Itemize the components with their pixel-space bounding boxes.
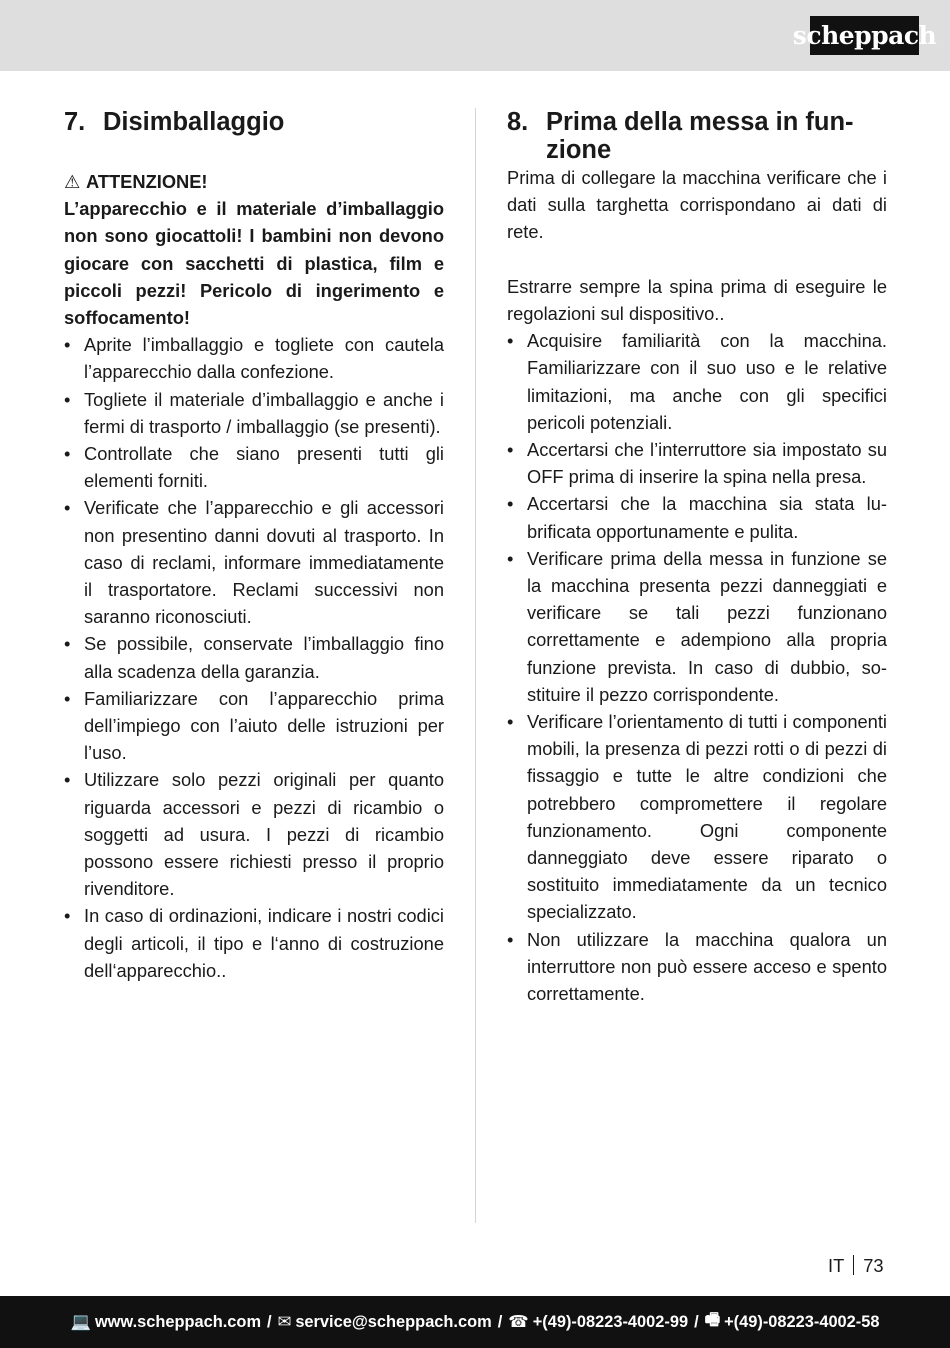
intro-paragraph: Prima di collegare la macchina verificare che i dati sulla targhetta corrispondano ai dati di rete.	[507, 167, 887, 243]
warning-block	[64, 168, 444, 331]
list-item: • Acquisire familiarità con la macchina. Familiarizzare con il suo uso e le relative limitazioni, ma anche con gli specifici pericoli potenziali.	[507, 330, 887, 433]
separator: /	[267, 1312, 272, 1331]
warning-text: L’apparecchio e il materiale d’imballaggio non sono giocattoli! I bambini non devono giocare con sacchetti di plastica, film e piccoli pezzi! Pericolo di ingerimento e soffocamento!	[64, 198, 444, 329]
list-item: • Accertarsi che l’interruttore sia impostato su OFF prima di inserire la spina nella presa.	[507, 439, 887, 488]
page-number-value: 73	[863, 1255, 884, 1276]
section-heading	[64, 108, 444, 136]
intro-paragraph: Estrarre sempre la spina prima di eseguire le regolazioni sul dispositivo..	[507, 275, 887, 324]
mail-icon: ✉	[277, 1313, 292, 1331]
list-item: • Verificate che l’apparecchio e gli accessori non presentino danni dovuti al trasporto. In caso di reclami, informare immediatamente il trasportatore. Reclami successivi non saranno riconosciuti.	[64, 497, 444, 628]
section-title: Prima della messa in funzione	[546, 108, 854, 164]
list-item: • Verificare prima della messa in funzione se la macchina presenta pezzi danneggiati e verificare se tali pezzi funzionano correttamente e adempiono alla propria funzione prevista. In caso di dubbio, sostituire il pezzo corrispondente.	[507, 547, 887, 705]
column-divider	[475, 108, 476, 1223]
fax-number: +(49)-08223-4002-58	[724, 1312, 880, 1331]
list-item: • Verificare l’orientamento di tutti i componenti mobili, la presenza di pezzi rotti o di pezzi di fissaggio e tutte le altre condizioni che potrebbero compromettere il regolare funzionamento. Ogni componente danneggiato deve essere riparato o sostituito immediatamente da un tecnico specializzato.	[507, 711, 887, 923]
list-item: • Controllate che siano presenti tutti gli elementi forniti.	[64, 443, 444, 492]
section-unpacking	[64, 108, 444, 984]
email-link[interactable]: service@scheppach.com	[295, 1312, 492, 1331]
page-number	[828, 1255, 884, 1277]
section-heading	[507, 108, 887, 164]
list-item: • Non utilizzare la macchina qualora un interruttore non può essere acceso e spento correttamente.	[507, 928, 887, 1005]
website-link[interactable]: www.scheppach.com	[94, 1312, 262, 1331]
computer-icon: 💻	[70, 1312, 91, 1331]
language-code: IT	[828, 1255, 845, 1276]
unpacking-list	[64, 331, 444, 984]
phone-number[interactable]: +(49)-08223-4002-99	[532, 1312, 689, 1331]
section-number: 8.	[507, 108, 529, 136]
phone-icon: ☎	[508, 1313, 529, 1331]
warning-triangle-icon: ⚠	[64, 171, 81, 192]
footer-contact-bar	[0, 1296, 950, 1348]
list-item: • Togliete il materiale d’imballaggio e anche i fermi di trasporto / imballaggio (se presenti).	[64, 388, 444, 437]
section-title: Disimballaggio	[103, 108, 285, 136]
fax-icon: 🖷	[704, 1311, 721, 1329]
separator: /	[497, 1312, 503, 1331]
list-item: • In caso di ordinazioni, indicare i nostri codici degli articoli, il tipo e l‘anno di costruzione dell‘apparecchio..	[64, 905, 444, 981]
list-item: • Familiarizzare con l’apparecchio prima dell’impiego con l’aiuto delle istruzioni per l’uso.	[64, 687, 444, 764]
section-number: 7.	[64, 108, 86, 136]
list-item: • Accertarsi che la macchina sia stata lubrificata opportunamente e pulita.	[507, 493, 887, 542]
separator: /	[694, 1312, 699, 1331]
warning-title: ATTENZIONE!	[86, 171, 208, 192]
list-item: • Aprite l’imballaggio e togliete con cautela l’apparecchio dalla confezione.	[64, 334, 444, 383]
startup-list	[507, 327, 887, 1007]
section-before-startup	[507, 108, 887, 1007]
list-item: • Utilizzare solo pezzi originali per quanto riguarda accessori e pezzi di ricambio o soggetti ad usura. I pezzi di ricambio possono essere richiesti presso il proprio rivenditore.	[64, 769, 444, 900]
list-item: • Se possibile, conservate l’imballaggio fino alla scadenza della garanzia.	[64, 633, 444, 682]
page-separator	[853, 1255, 854, 1275]
warning-title-row	[64, 168, 444, 195]
brand-logo: scheppach	[810, 16, 919, 55]
